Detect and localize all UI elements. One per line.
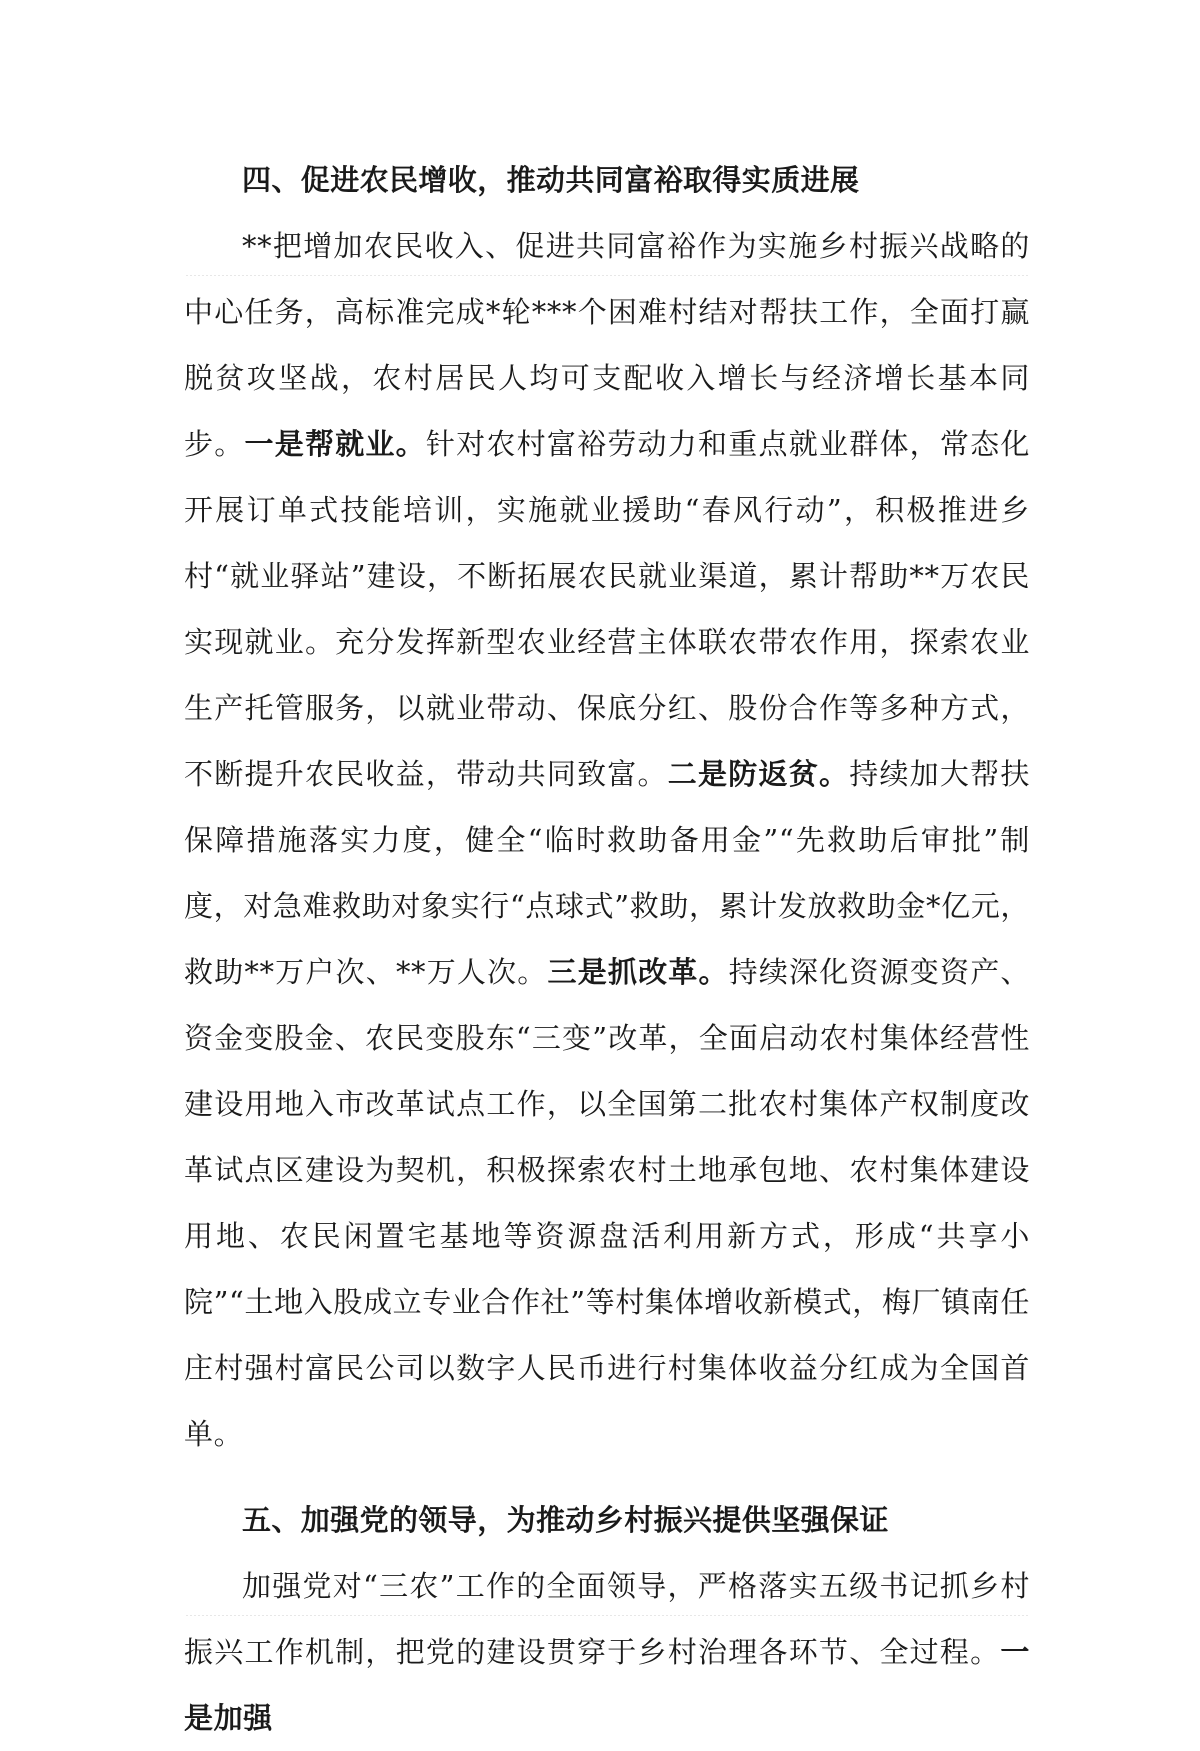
section-heading-4: 四、促进农民增收，推动共同富裕取得实质进展: [242, 163, 860, 197]
section-heading-5: 五、加强党的领导，为推动乡村振兴提供坚强保证: [242, 1503, 889, 1537]
paragraph-text-reform: 持续深化资源变资产、资金变股金、农民变股东“三变”改革，全面启动农村集体经营性建设用地入市改革试点工作，以全国第二批农村集体产权制度改革试点区建设为契机，积极探索农村土地承包地、农村集体建设用地、农民闲置宅基地等资源盘活利用新方式，形成“共享小院”“土地入股成立专业合作社”等村集体增收新模式，梅厂镇南任庄村强村富民公司以数字人民币进行村集体收益分红成为全国首单。: [184, 955, 1030, 1451]
bold-point-anti-poverty: 二是防返贫。: [667, 757, 850, 791]
bold-point-reform: 三是抓改革。: [547, 955, 729, 989]
paragraph-text-leadership: 加强党对“三农”工作的全面领导，严格落实五级书记抓乡村振兴工作机制，把党的建设贯穿于乡村治理各环节、全过程。: [184, 1569, 1030, 1669]
bold-point-employment: 一是帮就业。: [244, 427, 426, 461]
bold-point-strengthen: 一是加强: [184, 1635, 1030, 1735]
paragraph-text-intro: **把增加农民收入、促进共同富裕作为实施乡村振兴战略的中心任务，高标准完成*轮***个困难村结对帮扶工作，全面打赢脱贫攻坚战，农村居民人均可支配收入增长与经济增长基本同步。: [184, 229, 1030, 461]
document-body: [184, 147, 1030, 1751]
section-4-paragraph: [184, 213, 1030, 1467]
paragraph-text-employment: 针对农村富裕劳动力和重点就业群体，常态化开展订单式技能培训，实施就业援助“春风行动”，积极推进乡村“就业驿站”建设，不断拓展农民就业渠道，累计帮助**万农民实现就业。充分发挥新型农业经营主体联农带农作用，探索农业生产托管服务，以就业带动、保底分红、股份合作等多种方式，不断提升农民收益，带动共同致富。: [184, 427, 1030, 791]
section-5-paragraph: [184, 1553, 1030, 1751]
paragraph-text-anti-poverty: 持续加大帮扶保障措施落实力度，健全“临时救助备用金”“先救助后审批”制度，对急难救助对象实行“点球式”救助，累计发放救助金*亿元，救助**万户次、**万人次。: [184, 757, 1030, 989]
